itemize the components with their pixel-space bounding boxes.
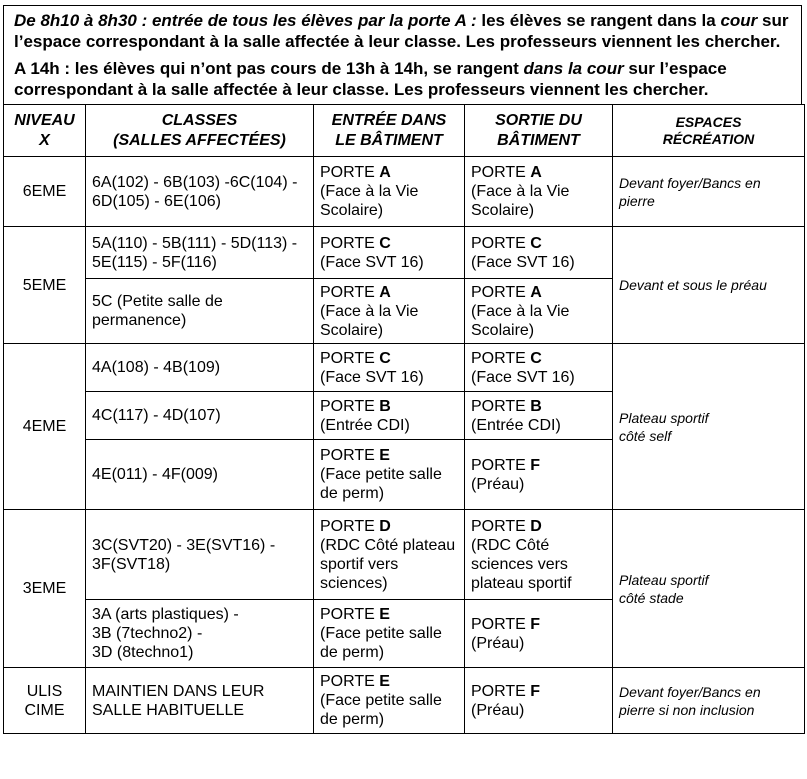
entry-exit-table <box>3 104 805 734</box>
table-row <box>4 344 805 392</box>
porte-letter: A <box>379 283 391 301</box>
porte-location: (Face petite salle de perm) <box>320 466 442 502</box>
porte-label: PORTE <box>320 447 375 464</box>
porte-location: (Préau) <box>471 634 525 652</box>
porte-label: PORTE <box>471 517 526 535</box>
porte-location: (Entrée CDI) <box>471 416 561 434</box>
entree-cell <box>314 510 465 600</box>
porte-letter: B <box>379 397 391 415</box>
header-niveau: NIVEAU X <box>4 105 86 157</box>
porte-label: PORTE <box>471 397 526 415</box>
porte-letter: D <box>530 517 542 535</box>
instruction-afternoon-end: sur l’espace correspondant à la salle affectée à leur classe. Les professeurs viennent les chercher. <box>14 59 727 99</box>
porte-location: (Face à la Vie Scolaire) <box>320 183 419 219</box>
porte-label: PORTE <box>320 606 375 623</box>
porte-letter: E <box>379 447 390 464</box>
porte-location: (Face à la Vie Scolaire) <box>320 302 419 339</box>
instruction-afternoon <box>14 58 791 100</box>
porte-letter: D <box>379 517 391 535</box>
entree-cell <box>314 600 465 668</box>
porte-letter: E <box>379 673 390 690</box>
classes-cell: 4C(117) - 4D(107) <box>86 392 314 440</box>
instruction-morning <box>14 10 791 52</box>
porte-label: PORTE <box>320 673 375 690</box>
porte-location: (Face à la Vie Scolaire) <box>471 302 570 339</box>
porte-location: (Face SVT 16) <box>320 253 424 271</box>
espace-cell: Devant foyer/Bancs en pierre <box>613 157 805 227</box>
porte-label: PORTE <box>320 517 375 535</box>
header-espaces: ESPACES RÉCRÉATION <box>613 105 805 157</box>
classes-cell: 4E(011) - 4F(009) <box>86 440 314 510</box>
porte-letter: C <box>530 349 542 367</box>
sortie-cell <box>465 279 613 344</box>
entree-cell <box>314 344 465 392</box>
document <box>3 5 802 734</box>
entree-cell <box>314 392 465 440</box>
instruction-afternoon-cour: dans la cour <box>523 59 624 78</box>
porte-label: PORTE <box>471 456 526 474</box>
table-row <box>4 668 805 734</box>
porte-letter: F <box>530 615 541 633</box>
porte-location: (Face SVT 16) <box>471 368 575 386</box>
porte-label: PORTE <box>471 283 526 301</box>
niveau-cell: 6EME <box>4 157 86 227</box>
porte-letter: C <box>379 234 391 252</box>
instruction-afternoon-start: A 14h : les élèves qui n’ont pas cours de 13h à 14h, se rangent <box>14 59 524 78</box>
header-sortie: SORTIE DU BÂTIMENT <box>465 105 613 157</box>
classes-cell: 4A(108) - 4B(109) <box>86 344 314 392</box>
instructions-box <box>3 5 802 104</box>
sortie-cell <box>465 157 613 227</box>
sortie-cell <box>465 392 613 440</box>
instruction-morning-lead: De 8h10 à 8h30 : entrée de tous les élèves par la porte A : <box>14 11 477 30</box>
porte-location: (Face petite salle de perm) <box>320 692 442 728</box>
classes-cell: 5A(110) - 5B(111) - 5D(113) - 5E(115) - 5F(116) <box>86 227 314 279</box>
porte-label: PORTE <box>471 349 526 367</box>
header-entree: ENTRÉE DANS LE BÂTIMENT <box>314 105 465 157</box>
niveau-cell: 3EME <box>4 510 86 668</box>
classes-cell: 3A (arts plastiques) - 3B (7techno2) - 3D (8techno1) <box>86 600 314 668</box>
espace-cell: Plateau sportif côté self <box>613 344 805 510</box>
instruction-morning-end: sur l’espace correspondant à la salle affectée à leur classe. Les professeurs viennent les chercher. <box>14 11 789 51</box>
porte-label: PORTE <box>471 682 526 700</box>
entree-cell <box>314 279 465 344</box>
classes-cell: 6A(102) - 6B(103) -6C(104) - 6D(105) - 6E(106) <box>86 157 314 227</box>
classes-cell: MAINTIEN DANS LEUR SALLE HABITUELLE <box>86 668 314 734</box>
espace-cell: Devant et sous le préau <box>613 227 805 344</box>
niveau-cell: 5EME <box>4 227 86 344</box>
entree-cell <box>314 668 465 734</box>
table-row <box>4 510 805 600</box>
entree-cell <box>314 157 465 227</box>
espace-cell: Plateau sportif côté stade <box>613 510 805 668</box>
porte-location: (RDC Côté plateau sportif vers sciences) <box>320 536 456 592</box>
porte-letter: A <box>530 283 542 301</box>
porte-letter: C <box>530 234 542 252</box>
entree-cell <box>314 440 465 510</box>
porte-label: PORTE <box>471 164 526 181</box>
porte-label: PORTE <box>320 283 375 301</box>
sortie-cell <box>465 344 613 392</box>
porte-label: PORTE <box>320 234 375 252</box>
instruction-morning-mid: les élèves se rangent dans la <box>476 11 721 30</box>
porte-location: (Préau) <box>471 701 525 719</box>
sortie-cell <box>465 440 613 510</box>
porte-letter: A <box>379 164 391 181</box>
porte-letter: C <box>379 349 391 367</box>
porte-location: (Face SVT 16) <box>320 368 424 386</box>
porte-letter: F <box>530 456 541 474</box>
instruction-morning-cour: cour <box>720 11 758 30</box>
porte-location: (Entrée CDI) <box>320 416 410 434</box>
porte-location: (Face petite salle de perm) <box>320 625 442 661</box>
porte-location: (Préau) <box>471 475 525 493</box>
porte-label: PORTE <box>320 397 375 415</box>
porte-label: PORTE <box>471 615 526 633</box>
espace-cell: Devant foyer/Bancs en pierre si non inclusion <box>613 668 805 734</box>
porte-label: PORTE <box>471 234 526 252</box>
porte-letter: A <box>530 164 542 181</box>
porte-label: PORTE <box>320 349 375 367</box>
header-classes: CLASSES (SALLES AFFECTÉES) <box>86 105 314 157</box>
porte-location: (Face à la Vie Scolaire) <box>471 183 570 219</box>
sortie-cell <box>465 510 613 600</box>
classes-cell: 5C (Petite salle de permanence) <box>86 279 314 344</box>
table-header-row <box>4 105 805 157</box>
sortie-cell <box>465 227 613 279</box>
classes-cell: 3C(SVT20) - 3E(SVT16) - 3F(SVT18) <box>86 510 314 600</box>
sortie-cell <box>465 600 613 668</box>
porte-letter: E <box>379 606 390 623</box>
niveau-cell: 4EME <box>4 344 86 510</box>
porte-letter: B <box>530 397 542 415</box>
sortie-cell <box>465 668 613 734</box>
entree-cell <box>314 227 465 279</box>
porte-letter: F <box>530 682 541 700</box>
porte-location: (RDC Côté sciences vers plateau sportif <box>471 536 572 592</box>
niveau-cell: ULIS CIME <box>4 668 86 734</box>
table-row <box>4 157 805 227</box>
table-row <box>4 227 805 279</box>
porte-label: PORTE <box>320 164 375 181</box>
porte-location: (Face SVT 16) <box>471 253 575 271</box>
